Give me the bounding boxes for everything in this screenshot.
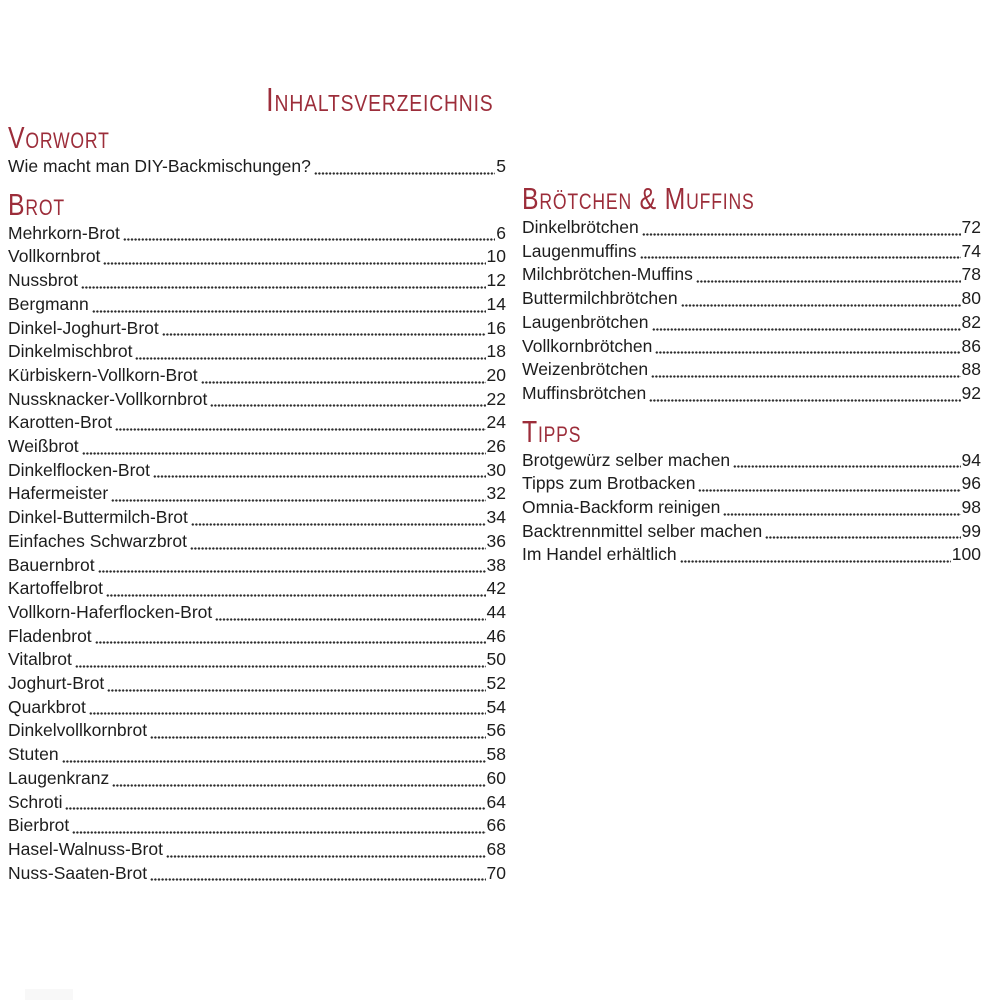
entry-label: Karotten-Brot	[8, 412, 113, 433]
dot-leader	[191, 523, 486, 526]
right-column	[522, 182, 981, 567]
toc-entry	[522, 472, 981, 496]
entry-label: Vollkornbrot	[8, 246, 101, 267]
toc-section	[8, 188, 506, 886]
entry-page-number: 46	[486, 625, 506, 646]
dot-leader	[106, 594, 486, 597]
entry-label: Dinkelbrötchen	[522, 217, 639, 237]
toc-entry	[8, 435, 506, 459]
toc-section	[8, 121, 506, 179]
entry-label: Joghurt-Brot	[8, 673, 105, 694]
entry-label: Stuten	[8, 744, 59, 765]
dot-leader	[98, 570, 486, 573]
entry-label: Bergmann	[8, 293, 89, 314]
entry-label: Kartoffelbrot	[8, 578, 104, 599]
dot-leader	[75, 665, 486, 668]
entry-label: Vitalbrot	[8, 649, 72, 670]
entry-label: Vollkornbrötchen	[522, 335, 653, 356]
dot-leader	[681, 304, 961, 307]
scan-artifact	[25, 989, 73, 1000]
toc-entry	[8, 530, 506, 554]
entry-page-number: 56	[486, 720, 506, 741]
toc-entry	[8, 696, 506, 720]
dot-leader	[112, 784, 485, 787]
entry-page-number: 38	[486, 554, 506, 575]
dot-leader	[153, 475, 486, 478]
entry-list	[8, 222, 506, 886]
toc-entry	[8, 672, 506, 696]
entry-label: Nussbrot	[8, 270, 79, 291]
entry-list	[522, 449, 981, 568]
entry-label: Tipps zum Brotbacken	[522, 473, 696, 494]
entry-page-number: 18	[486, 341, 506, 362]
dot-leader	[696, 280, 961, 283]
entry-label: Bauernbrot	[8, 554, 95, 575]
entry-label: Wie macht man DIY-Backmischungen?	[8, 156, 311, 176]
page-title: Inhaltsverzeichnis	[266, 81, 494, 118]
toc-entry	[522, 287, 981, 311]
entry-label: Vollkorn-Haferflocken-Brot	[8, 601, 213, 622]
entry-page-number: 24	[486, 412, 506, 433]
entry-label: Dinkel-Buttermilch-Brot	[8, 507, 188, 528]
toc-entry	[8, 648, 506, 672]
toc-entry	[8, 506, 506, 530]
toc-entry	[522, 358, 981, 382]
dot-leader	[89, 712, 486, 715]
entry-page-number: 82	[961, 311, 981, 332]
toc-entry	[522, 216, 981, 240]
entry-list	[8, 155, 506, 179]
toc-section	[522, 415, 981, 568]
toc-entry	[522, 382, 981, 406]
entry-label: Dinkel-Joghurt-Brot	[8, 317, 159, 338]
entry-page-number: 34	[486, 507, 506, 528]
dot-leader	[649, 399, 960, 402]
toc-entry	[8, 155, 506, 179]
toc-entry	[8, 411, 506, 435]
dot-leader	[111, 499, 485, 502]
toc-entry	[8, 554, 506, 578]
entry-label: Omnia-Backform reinigen	[522, 497, 721, 518]
toc-entry	[8, 317, 506, 341]
dot-leader	[314, 172, 495, 175]
entry-page-number: 92	[961, 382, 981, 403]
entry-page-number: 44	[486, 601, 506, 622]
entry-label: Dinkelvollkornbrot	[8, 720, 148, 741]
toc-entry	[8, 719, 506, 743]
entry-label: Nussknacker-Vollkornbrot	[8, 388, 208, 409]
toc-entry	[522, 496, 981, 520]
entry-page-number: 42	[486, 578, 506, 599]
toc-entry	[8, 791, 506, 815]
entry-label: Mehrkorn-Brot	[8, 222, 120, 243]
entry-page-number: 86	[961, 335, 981, 356]
dot-leader	[115, 428, 485, 431]
toc-entry	[522, 543, 981, 567]
toc-entry	[8, 245, 506, 269]
entry-page-number: 5	[496, 156, 506, 176]
dot-leader	[150, 878, 485, 881]
dot-leader	[103, 262, 485, 265]
entry-page-number: 22	[486, 388, 506, 409]
entry-label: Buttermilchbrötchen	[522, 288, 678, 309]
entry-label: Quarkbrot	[8, 696, 86, 717]
dot-leader	[680, 560, 951, 563]
entry-label: Hasel-Walnuss-Brot	[8, 838, 163, 859]
toc-entry	[8, 814, 506, 838]
dot-leader	[210, 404, 485, 407]
entry-label: Dinkelflocken-Brot	[8, 459, 150, 480]
entry-label: Fladenbrot	[8, 625, 92, 646]
dot-leader	[651, 375, 960, 378]
dot-leader	[72, 831, 485, 834]
entry-page-number: 32	[486, 483, 506, 504]
entry-page-number: 64	[486, 791, 506, 812]
dot-leader	[62, 760, 486, 763]
toc-entry	[8, 293, 506, 317]
entry-page-number: 20	[486, 364, 506, 385]
section-heading: Brot	[8, 186, 65, 222]
entry-page-number: 80	[961, 288, 981, 309]
toc-entry	[522, 240, 981, 264]
toc-entry	[8, 364, 506, 388]
entry-page-number: 52	[486, 673, 506, 694]
toc-entry	[8, 862, 506, 886]
dot-leader	[215, 618, 485, 621]
toc-entry	[522, 449, 981, 473]
entry-label: Hafermeister	[8, 483, 109, 504]
entry-label: Weißbrot	[8, 436, 79, 457]
entry-page-number: 30	[486, 459, 506, 480]
entry-page-number: 12	[486, 270, 506, 291]
entry-page-number: 74	[961, 240, 981, 261]
entry-page-number: 100	[951, 544, 981, 565]
toc-entry	[8, 222, 506, 246]
toc-entry	[8, 743, 506, 767]
toc-entry	[8, 269, 506, 293]
dot-leader	[107, 689, 485, 692]
dot-leader	[65, 807, 485, 810]
dot-leader	[201, 381, 486, 384]
entry-page-number: 14	[486, 293, 506, 314]
toc-entry	[522, 311, 981, 335]
entry-page-number: 26	[486, 436, 506, 457]
entry-label: Brotgewürz selber machen	[522, 449, 731, 470]
dot-leader	[92, 310, 486, 313]
entry-label: Milchbrötchen-Muffins	[522, 264, 693, 285]
entry-label: Weizenbrötchen	[522, 359, 649, 380]
entry-label: Backtrennmittel selber machen	[522, 520, 763, 541]
entry-page-number: 66	[486, 815, 506, 836]
toc-entry	[8, 482, 506, 506]
toc-entry	[522, 335, 981, 359]
toc-entry	[8, 767, 506, 791]
entry-label: Im Handel erhältlich	[522, 544, 677, 565]
entry-page-number: 68	[486, 838, 506, 859]
dot-leader	[123, 238, 495, 241]
entry-list	[522, 216, 981, 406]
toc-entry	[522, 263, 981, 287]
section-heading: Vorwort	[8, 120, 110, 155]
entry-page-number: 88	[961, 359, 981, 380]
dot-leader	[652, 328, 961, 331]
toc-section	[522, 182, 981, 406]
toc-entry	[8, 625, 506, 649]
entry-page-number: 54	[486, 696, 506, 717]
dot-leader	[166, 855, 486, 858]
entry-page-number: 50	[486, 649, 506, 670]
entry-label: Einfaches Schwarzbrot	[8, 530, 187, 551]
toc-entry	[8, 459, 506, 483]
dot-leader	[642, 233, 961, 236]
toc-entry	[8, 577, 506, 601]
entry-page-number: 94	[961, 449, 981, 470]
entry-label: Dinkelmischbrot	[8, 341, 133, 362]
toc-entry	[8, 340, 506, 364]
entry-label: Bierbrot	[8, 815, 70, 836]
dot-leader	[190, 547, 486, 550]
dot-leader	[82, 452, 486, 455]
entry-page-number: 70	[486, 862, 506, 883]
entry-label: Laugenbrötchen	[522, 311, 649, 332]
entry-page-number: 99	[961, 520, 981, 541]
entry-label: Laugenmuffins	[522, 240, 637, 261]
entry-page-number: 78	[961, 264, 981, 285]
entry-page-number: 58	[486, 744, 506, 765]
dot-leader	[698, 489, 960, 492]
toc-entry	[522, 520, 981, 544]
dot-leader	[723, 513, 960, 516]
entry-page-number: 6	[496, 222, 506, 243]
entry-label: Laugenkranz	[8, 767, 110, 788]
dot-leader	[150, 736, 485, 739]
entry-page-number: 72	[961, 217, 981, 237]
entry-page-number: 10	[486, 246, 506, 267]
entry-label: Kürbiskern-Vollkorn-Brot	[8, 364, 198, 385]
dot-leader	[765, 536, 960, 539]
section-heading: Brötchen & Muffins	[522, 181, 755, 216]
toc-entry	[8, 388, 506, 412]
dot-leader	[733, 465, 960, 468]
dot-leader	[640, 256, 961, 259]
toc-entry	[8, 838, 506, 862]
dot-leader	[162, 333, 486, 336]
entry-label: Muffinsbrötchen	[522, 382, 647, 403]
left-column	[8, 121, 506, 885]
section-heading: Tipps	[522, 413, 582, 449]
dot-leader	[655, 351, 960, 354]
entry-label: Nuss-Saaten-Brot	[8, 862, 148, 883]
dot-leader	[95, 641, 486, 644]
dot-leader	[135, 357, 485, 360]
dot-leader	[81, 286, 486, 289]
entry-page-number: 36	[486, 530, 506, 551]
entry-label: Schroti	[8, 791, 63, 812]
entry-page-number: 98	[961, 497, 981, 518]
entry-page-number: 96	[961, 473, 981, 494]
toc-entry	[8, 601, 506, 625]
entry-page-number: 60	[486, 767, 506, 788]
entry-page-number: 16	[486, 317, 506, 338]
